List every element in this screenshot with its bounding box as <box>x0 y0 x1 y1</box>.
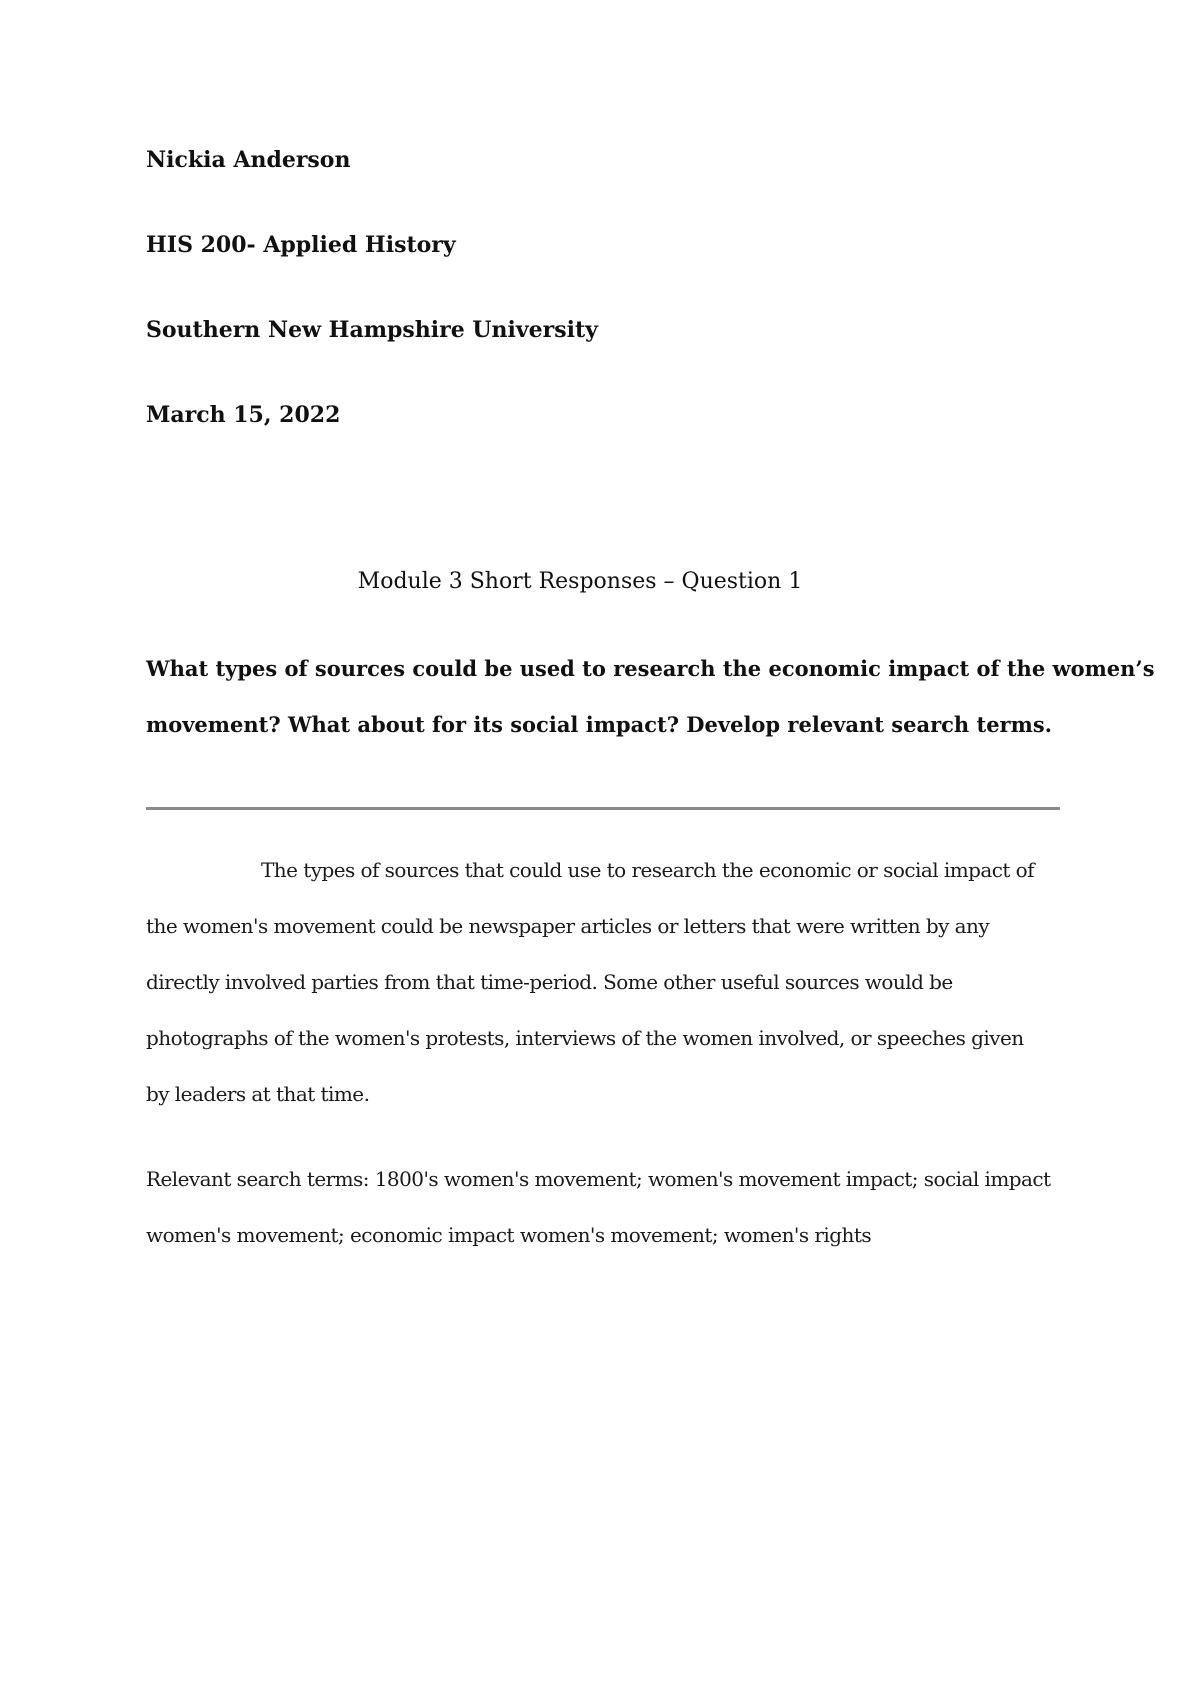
response-line-5: by leaders at that time. <box>146 1082 370 1106</box>
submission-date: March 15, 2022 <box>146 402 341 428</box>
university-name: Southern New Hampshire University <box>146 317 598 343</box>
response-line-1: The types of sources that could use to research the economic or social impact of <box>261 858 1035 882</box>
response-line-2: the women's movement could be newspaper articles or letters that were written by any <box>146 914 990 938</box>
course-name: HIS 200- Applied History <box>146 232 456 258</box>
search-terms-line-1: Relevant search terms: 1800's women's movement; women's movement impact; social impact <box>146 1167 1051 1191</box>
question-line-2: movement? What about for its social impact? Develop relevant search terms. <box>146 712 1052 737</box>
search-terms-line-2: women's movement; economic impact women's movement; women's rights <box>146 1223 872 1247</box>
question-line-1: What types of sources could be used to research the economic impact of the women’s <box>146 656 1155 681</box>
horizontal-divider <box>146 807 1060 810</box>
author-name: Nickia Anderson <box>146 147 351 173</box>
response-line-3: directly involved parties from that time-period. Some other useful sources would be <box>146 970 953 994</box>
response-line-4: photographs of the women's protests, interviews of the women involved, or speeches given <box>146 1026 1024 1050</box>
document-title: Module 3 Short Responses – Question 1 <box>357 569 803 594</box>
